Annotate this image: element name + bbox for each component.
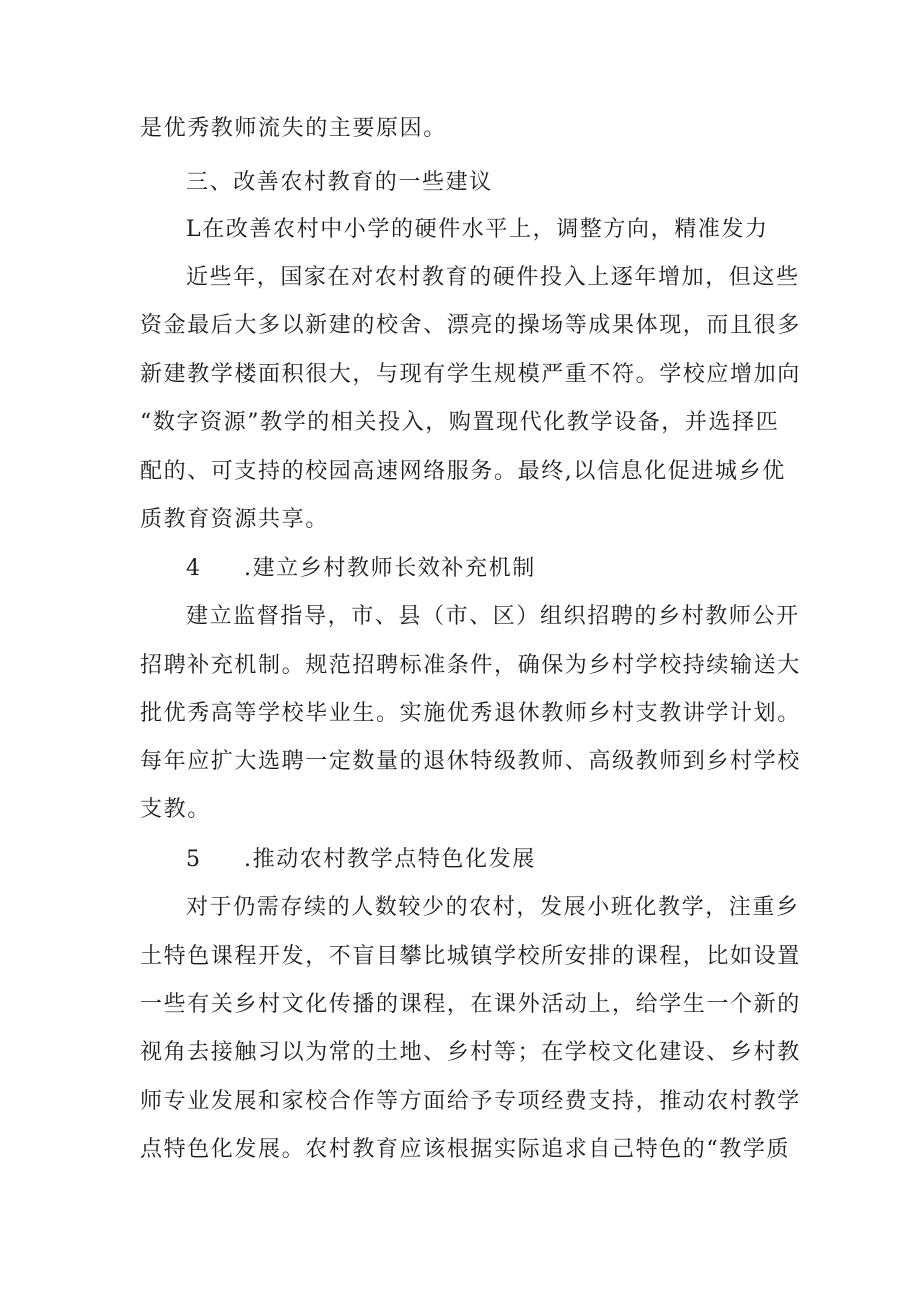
heading-text: .推动农村教学点特色化发展 (244, 847, 536, 872)
paragraph-line: 新建教学楼面积很大，与现有学生规模严重不符。学校应增加向 (140, 362, 801, 387)
paragraph-line: 招聘补充机制。规范招聘标准条件，确保为乡村学校持续输送大 (140, 653, 801, 678)
paragraph-line: 一些有关乡村文化传播的课程，在课外活动上，给学生一个新的 (140, 992, 801, 1017)
heading-number: 4 (186, 556, 202, 581)
paragraph-line: “数字资源”教学的相关投入，购置现代化教学设备，并选择匹 (140, 410, 780, 435)
paragraph-line: 批优秀高等学校毕业生。实施优秀退休教师乡村支教讲学计划。 (140, 701, 801, 726)
paragraph-line: 土特色课程开发，不盲目攀比城镇学校所安排的课程，比如设置 (140, 944, 801, 969)
heading-text: .建立乡村教师长效补充机制 (244, 556, 536, 581)
paragraph-line: 质教育资源共享。 (140, 507, 329, 532)
paragraph-line: 对于仍需存续的人数较少的农村，发展小班化教学，注重乡 (186, 895, 800, 920)
section-heading: 三、改善农村教育的一些建议 (186, 170, 493, 195)
paragraph-line: 配的、可支持的校园高速网络服务。最终,以信息化促进城乡优 (140, 459, 786, 484)
paragraph-line: 每年应扩大选聘一定数量的退休特级教师、高级教师到乡村学校 (140, 749, 801, 774)
paragraph-line: 资金最后大多以新建的校舍、漂亮的操场等成果体现，而且很多 (140, 313, 801, 338)
subsection-heading (186, 556, 920, 582)
paragraph-line: 建立监督指导，市、县（市、区）组织招聘的乡村教师公开 (186, 604, 800, 629)
paragraph-line: 点特色化发展。农村教育应该根据实际追求自己特色的“教学质 (140, 1137, 791, 1162)
paragraph-line: 是优秀教师流失的主要原因。 (140, 116, 447, 141)
paragraph-line: 师专业发展和家校合作等方面给予专项经费支持，推动农村教学 (140, 1089, 801, 1114)
heading-number: 5 (186, 847, 202, 872)
subsection-heading: L在改善农村中小学的硬件水平上，调整方向，精准发力 (186, 217, 769, 242)
paragraph-line: 支教。 (140, 797, 211, 822)
paragraph-line: 近些年，国家在对农村教育的硬件投入上逐年增加，但这些 (186, 265, 800, 290)
subsection-heading (186, 847, 920, 873)
paragraph-line: 视角去接触习以为常的土地、乡村等；在学校文化建设、乡村教 (140, 1040, 801, 1065)
